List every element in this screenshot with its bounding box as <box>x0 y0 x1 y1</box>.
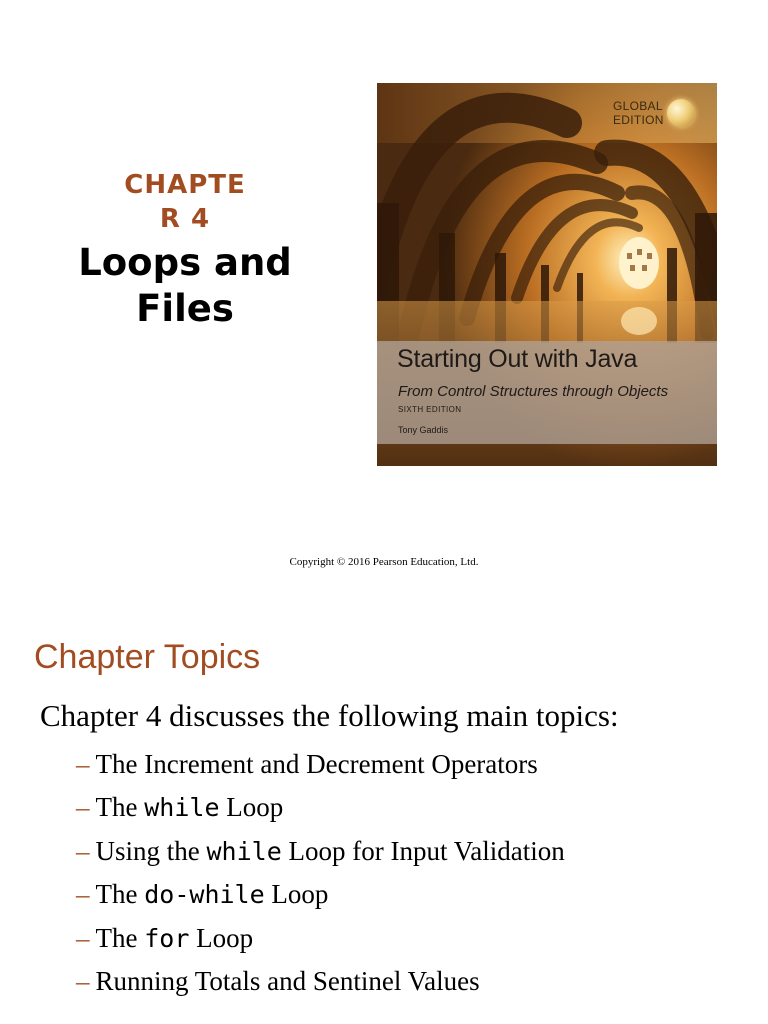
list-item <box>76 831 565 874</box>
book-subtitle: From Control Structures through Objects <box>398 383 669 400</box>
topic-text: The Increment and Decrement Operators <box>95 749 538 779</box>
topic-text: Using the <box>95 835 207 866</box>
list-item <box>76 918 565 961</box>
chapter-title-block <box>60 168 310 332</box>
chapter-label-line2: R 4 <box>159 204 211 234</box>
chapter-title-line2: Files <box>136 287 234 330</box>
topic-text-after: Loop <box>264 879 329 910</box>
book-author: Tony Gaddis <box>398 425 449 435</box>
chapter-title <box>60 240 310 332</box>
book-edition: SIXTH EDITION <box>398 405 462 414</box>
globe-icon <box>667 99 695 127</box>
bullet-dash: – <box>76 965 90 996</box>
topic-text: The <box>95 922 145 953</box>
chapter-label-line1: CHAPTE <box>124 170 246 200</box>
chapter-title-line1: Loops and <box>78 241 292 284</box>
chapter-label <box>60 168 310 236</box>
topic-text: The <box>95 879 145 910</box>
badge-line1: GLOBAL <box>613 99 663 113</box>
book-title: Starting Out with Java <box>397 345 638 373</box>
topic-text: Running Totals and Sentinel Values <box>95 965 480 996</box>
topics-list <box>76 744 565 1004</box>
bullet-dash: – <box>76 922 90 953</box>
topic-text-after: Loop <box>219 792 284 823</box>
list-item <box>76 961 565 1004</box>
topic-code: while <box>144 793 220 823</box>
bullet-dash: – <box>76 749 90 779</box>
badge-line2: EDITION <box>613 113 664 127</box>
topics-heading: Chapter Topics <box>34 638 261 676</box>
copyright-notice: Copyright © 2016 Pearson Education, Ltd. <box>289 556 479 568</box>
topic-code: while <box>206 836 282 866</box>
topic-text-after: Loop for Input Validation <box>281 835 565 866</box>
topic-text: The <box>95 792 145 823</box>
topic-code: do-while <box>144 880 265 910</box>
bullet-dash: – <box>76 879 90 910</box>
list-item <box>76 744 565 787</box>
book-cover-image <box>377 83 717 466</box>
topics-intro: Chapter 4 discusses the following main topics: <box>40 698 619 733</box>
topic-code: for <box>144 923 190 953</box>
list-item <box>76 874 565 917</box>
bullet-dash: – <box>76 835 90 866</box>
list-item <box>76 787 565 830</box>
topic-text-after: Loop <box>189 922 254 953</box>
bullet-dash: – <box>76 792 90 823</box>
